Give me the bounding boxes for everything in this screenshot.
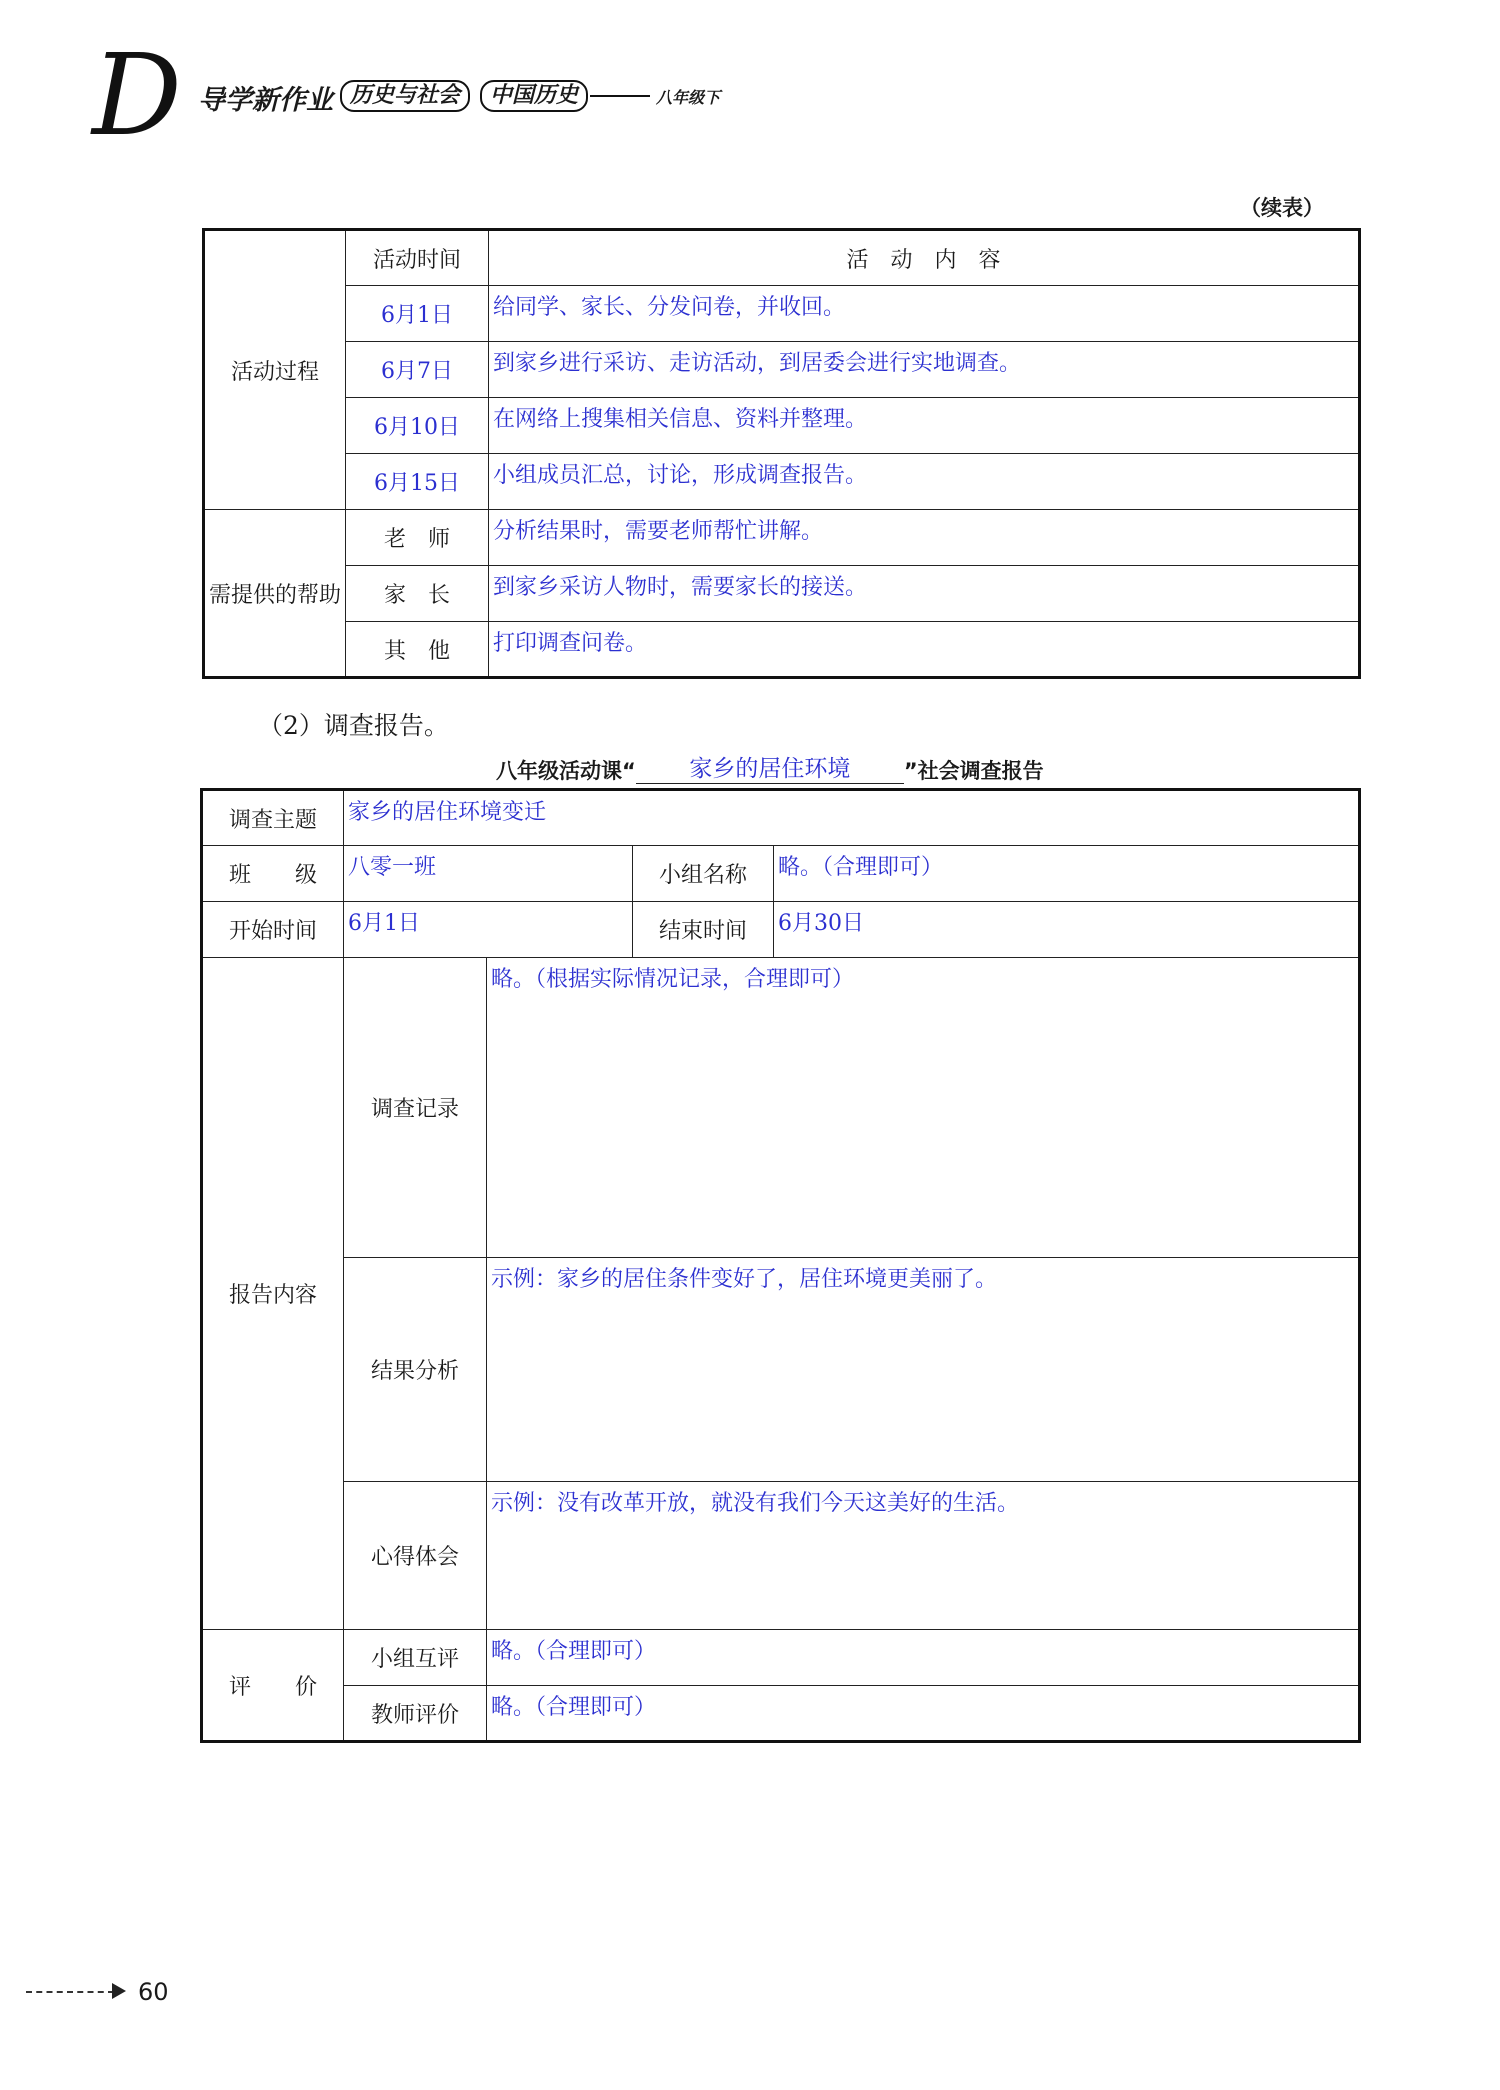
activity-date: 6月10日 (346, 398, 489, 454)
header-divider (590, 95, 650, 97)
continued-label: （续表） (1240, 196, 1324, 220)
class-value: 八零一班 (344, 846, 633, 902)
activity-date: 6月7日 (346, 342, 489, 398)
section-heading: （2）调查报告。 (258, 711, 449, 740)
footer-dash (26, 1991, 114, 1993)
time-header: 活动时间 (346, 230, 489, 286)
help-content: 到家乡采访人物时，需要家长的接送。 (489, 566, 1360, 622)
content-header: 活 动 内 容 (489, 230, 1360, 286)
report-title-answer: 家乡的居住环境 (636, 750, 904, 784)
activity-content: 在网络上搜集相关信息、资料并整理。 (489, 398, 1360, 454)
activity-content: 到家乡进行采访、走访活动，到居委会进行实地调查。 (489, 342, 1360, 398)
activity-date: 6月15日 (346, 454, 489, 510)
report-title-suffix: ”社会调查报告 (903, 759, 1044, 783)
process-label: 活动过程 (204, 230, 346, 510)
logo-letter: D (92, 31, 182, 161)
teacher-eval-value: 略。（合理即可） (487, 1686, 1360, 1742)
peer-eval-label: 小组互评 (344, 1630, 487, 1686)
analysis-value: 示例：家乡的居住条件变好了，居住环境更美丽了。 (487, 1258, 1360, 1482)
help-content: 分析结果时，需要老师帮忙讲解。 (489, 510, 1360, 566)
end-value: 6月30日 (774, 902, 1360, 958)
report-title (496, 752, 1044, 786)
report-table (200, 788, 1361, 1743)
reflection-label: 心得体会 (344, 1482, 487, 1630)
help-who: 老 师 (346, 510, 489, 566)
report-content-label: 报告内容 (202, 958, 344, 1630)
activity-content: 给同学、家长、分发问卷，并收回。 (489, 286, 1360, 342)
record-label: 调查记录 (344, 958, 487, 1258)
record-value: 略。（根据实际情况记录，合理即可） (487, 958, 1360, 1258)
brand-title: 导学新作业 (198, 85, 333, 116)
topic-label: 调查主题 (202, 790, 344, 846)
activity-date: 6月1日 (346, 286, 489, 342)
group-label: 小组名称 (633, 846, 774, 902)
start-value: 6月1日 (344, 902, 633, 958)
topic-value: 家乡的居住环境变迁 (344, 790, 1360, 846)
evaluation-label: 评 价 (202, 1630, 344, 1742)
help-content: 打印调查问卷。 (489, 622, 1360, 678)
help-who: 其 他 (346, 622, 489, 678)
analysis-label: 结果分析 (344, 1258, 487, 1482)
reflection-value: 示例：没有改革开放，就没有我们今天这美好的生活。 (487, 1482, 1360, 1630)
page-number: 60 (138, 1978, 169, 2006)
start-label: 开始时间 (202, 902, 344, 958)
activity-table (202, 228, 1361, 679)
activity-content: 小组成员汇总，讨论，形成调查报告。 (489, 454, 1360, 510)
end-label: 结束时间 (633, 902, 774, 958)
help-who: 家 长 (346, 566, 489, 622)
report-title-prefix: 八年级活动课“ (496, 759, 636, 783)
peer-eval-value: 略。（合理即可） (487, 1630, 1360, 1686)
help-label: 需提供的帮助 (204, 510, 346, 678)
class-label: 班 级 (202, 846, 344, 902)
subject-tag-1: 历史与社会 (340, 80, 470, 112)
group-value: 略。（合理即可） (774, 846, 1360, 902)
subject-tag-2: 中国历史 (480, 80, 588, 112)
subject-tags (340, 80, 598, 112)
teacher-eval-label: 教师评价 (344, 1686, 487, 1742)
arrow-right-icon (112, 1983, 126, 1999)
grade-label: 八年级下 (656, 88, 721, 107)
